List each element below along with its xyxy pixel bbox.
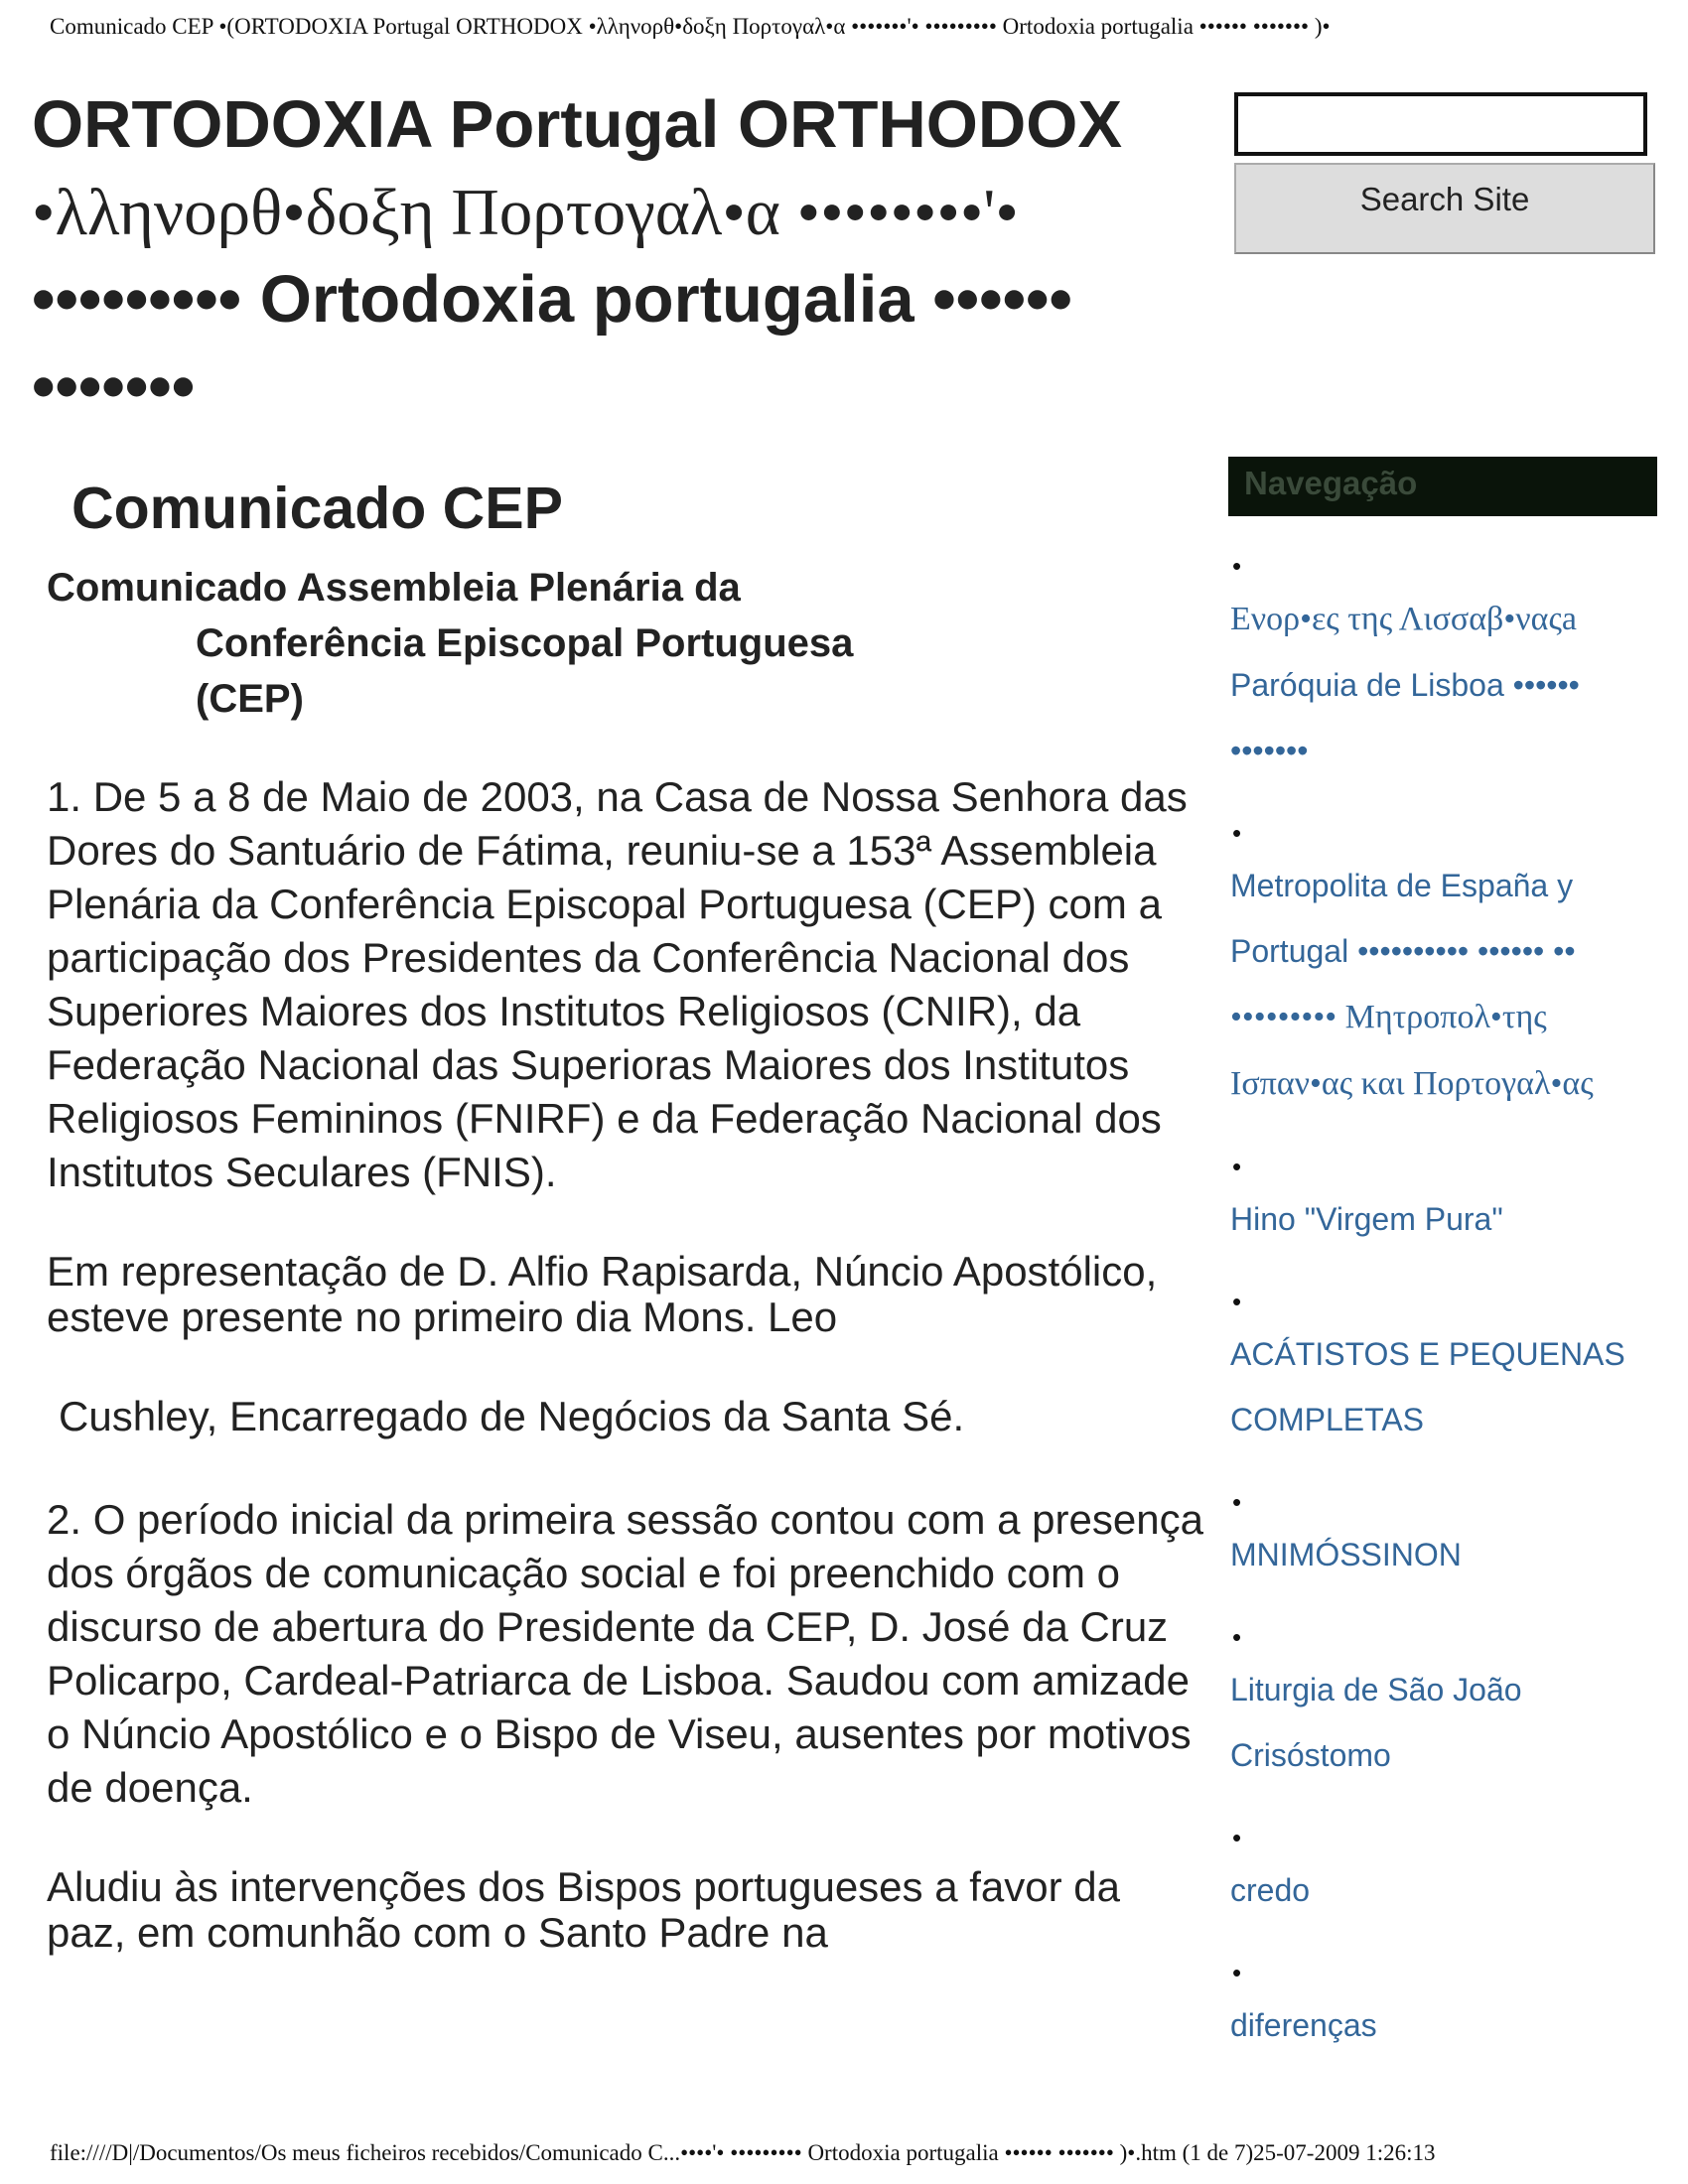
- nav-link-line: Ισπαν•ας και Πορτογαλ•ας: [1230, 1065, 1594, 1102]
- nav-link-diferencas[interactable]: [1230, 1992, 1657, 2058]
- search-input[interactable]: [1234, 92, 1647, 156]
- nav-link-line: Metropolita de España y: [1230, 868, 1574, 903]
- subtitle-line2: Conferência Episcopal Portuguesa: [196, 621, 854, 665]
- subtitle-line3: (CEP): [196, 677, 304, 721]
- site-title-line3: ••••••••• Ortodoxia portugalia ••••••: [32, 262, 1072, 337]
- article-body: [47, 770, 1208, 1956]
- bullet-icon: •: [1232, 1622, 1242, 1652]
- nav-link-hino[interactable]: [1230, 1186, 1657, 1252]
- nav-link-line: Crisóstomo: [1230, 1737, 1391, 1773]
- nav-link-metropolita[interactable]: [1230, 853, 1657, 1117]
- nav-link-liturgia[interactable]: [1230, 1657, 1657, 1788]
- nav-item-credo: [1230, 1788, 1657, 1923]
- nav-link-acatistos[interactable]: [1230, 1321, 1657, 1452]
- nav-item-hino: [1230, 1117, 1657, 1252]
- navigation-list: [1228, 516, 1657, 2058]
- bullet-icon: •: [1232, 1487, 1242, 1517]
- bullet-icon: •: [1232, 1287, 1242, 1316]
- bullet-icon: •: [1232, 1958, 1242, 1987]
- subtitle-line1: Comunicado Assembleia Plenária da: [47, 566, 741, 610]
- paragraph-5: Aludiu às intervenções dos Bispos portugueses a favor da paz, em comunhão com o Santo Padre na: [47, 1863, 1120, 1956]
- nav-link-mnimossinon[interactable]: [1230, 1522, 1657, 1587]
- nav-link-line: credo: [1230, 1872, 1311, 1908]
- site-title[interactable]: [32, 81, 1174, 431]
- bullet-icon: •: [1232, 818, 1242, 848]
- bullet-icon: •: [1232, 1152, 1242, 1181]
- nav-link-line: diferenças: [1230, 2007, 1377, 2043]
- nav-link-line: ACÁTISTOS E PEQUENAS: [1230, 1336, 1625, 1372]
- print-header: Comunicado CEP •(ORTODOXIA Portugal ORTHODOX •λληνορθ•δοξη Πορτογαλ•α •••••••'• ••••••••• Ortodoxia portugalia •••••• ••••••• )•: [50, 14, 1331, 39]
- bullet-icon: •: [1232, 551, 1242, 581]
- paragraph-1: 1. De 5 a 8 de Maio de 2003, na Casa de Nossa Senhora das Dores do Santuário de Fátima, reuniu-se a 153ª Assembleia Plenária da Conferência Episcopal Portuguesa (CEP) com a participação dos Presidentes da Conferência Nacional dos Superiores Maiores dos Institutos Religiosos (CNIR), da Federação Nacional das Superioras Maiores dos Institutos Religiosos Femininos (FNIRF) e da Federação Nacional dos Institutos Seculares (FNIS).: [47, 773, 1188, 1195]
- paragraph-2: Em representação de D. Alfio Rapisarda, Núncio Apostólico, esteve presente no primeiro dia Mons. Leo: [47, 1248, 1158, 1340]
- bullet-icon: •: [1232, 1823, 1242, 1852]
- navigation-panel: [1228, 457, 1657, 2058]
- nav-link-line: Paróquia de Lisboa ••••••: [1230, 667, 1580, 703]
- nav-link-line: Ενορ•ες της Λισσαβ•ναςa: [1230, 601, 1577, 637]
- page-title: Comunicado CEP: [71, 476, 563, 541]
- site-title-line2: •λληνορθ•δοξη Πορτογαλ•α ••••••••'•: [32, 176, 1019, 249]
- site-title-line1: ORTODOXIA Portugal ORTHODOX: [32, 87, 1123, 162]
- article-subtitle: [47, 560, 1189, 727]
- nav-item-paroquia-lisboa: [1230, 516, 1657, 783]
- nav-link-line: Portugal •••••••••• •••••• ••: [1230, 933, 1576, 969]
- nav-link-line: ••••••••• Μητροπολ•της: [1230, 999, 1547, 1035]
- print-footer: file:////D|/Documentos/Os meus ficheiros recebidos/Comunicado C...••••'• ••••••••• Ortodoxia portugalia •••••• ••••••• )•.htm (1 de 7)25-07-2009 1:26:13: [50, 2140, 1436, 2165]
- navigation-header: Navegação: [1228, 457, 1657, 516]
- nav-item-liturgia: [1230, 1587, 1657, 1788]
- paragraph-3: Cushley, Encarregado de Negócios da Santa Sé.: [59, 1393, 965, 1439]
- nav-link-credo[interactable]: [1230, 1857, 1657, 1923]
- nav-link-paroquia-lisboa[interactable]: [1230, 586, 1657, 783]
- search-site-button[interactable]: Search Site: [1234, 163, 1655, 254]
- nav-link-line: MNIMÓSSINON: [1230, 1537, 1462, 1572]
- nav-item-mnimossinon: [1230, 1452, 1657, 1587]
- nav-item-metropolita: [1230, 783, 1657, 1117]
- nav-link-line: Hino "Virgem Pura": [1230, 1201, 1503, 1237]
- nav-link-line: Liturgia de São João: [1230, 1672, 1522, 1707]
- paragraph-4: 2. O período inicial da primeira sessão contou com a presença dos órgãos de comunicação social e foi preenchido com o discurso de abertura do Presidente da CEP, D. José da Cruz Policarpo, Cardeal-Patriarca de Lisboa. Saudou com amizade o Núncio Apostólico e o Bispo de Viseu, ausentes por motivos de doença.: [47, 1496, 1203, 1811]
- site-title-line4: •••••••: [32, 349, 196, 424]
- nav-link-line: COMPLETAS: [1230, 1402, 1424, 1437]
- nav-link-line: •••••••: [1230, 733, 1309, 768]
- nav-item-diferencas: [1230, 1923, 1657, 2058]
- nav-item-acatistos: [1230, 1252, 1657, 1452]
